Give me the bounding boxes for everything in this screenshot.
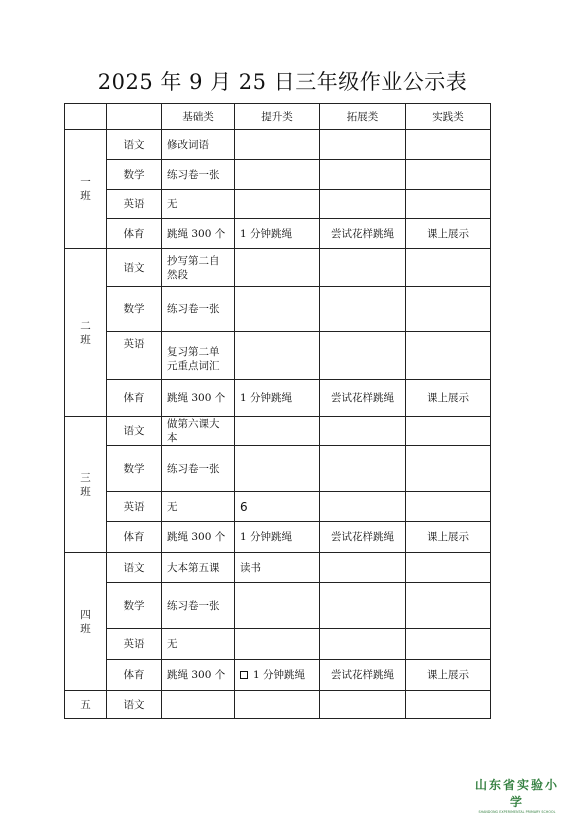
checkbox-icon	[240, 671, 248, 679]
basic-cell: 练习卷一张	[162, 287, 235, 332]
extend-cell	[320, 583, 406, 629]
improve-cell: 1 分钟跳绳	[235, 380, 320, 417]
practice-cell	[406, 287, 491, 332]
table-row	[65, 190, 491, 219]
extend-cell: 尝试花样跳绳	[320, 660, 406, 691]
improve-cell: 1 分钟跳绳	[235, 522, 320, 553]
extend-cell	[320, 249, 406, 287]
practice-cell: 课上展示	[406, 522, 491, 553]
practice-cell	[406, 629, 491, 660]
extend-cell	[320, 446, 406, 492]
table-row	[65, 380, 491, 417]
basic-cell: 跳绳 300 个	[162, 660, 235, 691]
table-header-row	[65, 104, 491, 130]
table-row	[65, 446, 491, 492]
header-basic: 基础类	[162, 104, 235, 130]
practice-cell: 课上展示	[406, 219, 491, 249]
basic-cell: 复习第二单元重点词汇	[162, 332, 235, 380]
basic-cell: 跳绳 300 个	[162, 219, 235, 249]
improve-cell	[235, 160, 320, 190]
improve-cell	[235, 660, 320, 691]
practice-cell	[406, 446, 491, 492]
basic-cell: 无	[162, 492, 235, 522]
extend-cell	[320, 160, 406, 190]
school-name-cn: 山东省实验小学	[474, 778, 559, 809]
table-row	[65, 287, 491, 332]
extend-cell	[320, 130, 406, 160]
practice-cell	[406, 249, 491, 287]
extend-cell	[320, 417, 406, 446]
improve-cell	[235, 130, 320, 160]
extend-cell	[320, 190, 406, 219]
class-label: 二 班	[65, 249, 107, 417]
subject-cell: 体育	[107, 660, 162, 691]
extend-cell: 尝试花样跳绳	[320, 219, 406, 249]
improve-cell: 1 分钟跳绳	[235, 219, 320, 249]
practice-cell: 课上展示	[406, 660, 491, 691]
table-row	[65, 522, 491, 553]
improve-text: 1 分钟跳绳	[253, 669, 306, 681]
table-row	[65, 130, 491, 160]
homework-table	[64, 103, 491, 719]
basic-cell: 抄写第二自然段	[162, 249, 235, 287]
improve-cell	[235, 629, 320, 660]
improve-cell	[235, 446, 320, 492]
header-improve: 提升类	[235, 104, 320, 130]
improve-cell	[235, 417, 320, 446]
class-label: 三 班	[65, 417, 107, 553]
practice-cell	[406, 160, 491, 190]
subject-cell: 体育	[107, 380, 162, 417]
improve-cell	[235, 287, 320, 332]
subject-cell: 语文	[107, 130, 162, 160]
practice-cell	[406, 492, 491, 522]
improve-cell: 读书	[235, 553, 320, 583]
basic-cell: 大本第五课	[162, 553, 235, 583]
basic-cell: 无	[162, 629, 235, 660]
practice-cell	[406, 691, 491, 719]
subject-cell: 数学	[107, 446, 162, 492]
basic-cell: 练习卷一张	[162, 446, 235, 492]
class-label: 一 班	[65, 130, 107, 249]
improve-cell: 6	[235, 492, 320, 522]
practice-cell: 课上展示	[406, 380, 491, 417]
table-row	[65, 629, 491, 660]
improve-cell	[235, 691, 320, 719]
table-row	[65, 417, 491, 446]
school-name-en: SHANDONG EXPERIMENTAL PRIMARY SCHOOL	[478, 810, 556, 814]
subject-cell: 语文	[107, 249, 162, 287]
basic-cell: 跳绳 300 个	[162, 522, 235, 553]
improve-cell	[235, 190, 320, 219]
extend-cell: 尝试花样跳绳	[320, 380, 406, 417]
page-title: 2025 年 9 月 25 日三年级作业公示表	[97, 70, 468, 94]
table-row	[65, 660, 491, 691]
basic-cell: 跳绳 300 个	[162, 380, 235, 417]
header-practice: 实践类	[406, 104, 491, 130]
practice-cell	[406, 130, 491, 160]
subject-cell: 数学	[107, 160, 162, 190]
subject-cell: 语文	[107, 417, 162, 446]
extend-cell	[320, 287, 406, 332]
subject-cell: 英语	[107, 332, 162, 380]
subject-cell: 英语	[107, 492, 162, 522]
basic-cell: 做第六课大本	[162, 417, 235, 446]
extend-cell	[320, 629, 406, 660]
extend-cell	[320, 553, 406, 583]
subject-cell: 体育	[107, 219, 162, 249]
header-subject	[107, 104, 162, 130]
practice-cell	[406, 332, 491, 380]
subject-cell: 数学	[107, 583, 162, 629]
table-row	[65, 332, 491, 380]
improve-cell	[235, 583, 320, 629]
subject-cell: 语文	[107, 553, 162, 583]
basic-cell: 练习卷一张	[162, 583, 235, 629]
subject-cell: 英语	[107, 190, 162, 219]
subject-cell: 数学	[107, 287, 162, 332]
table-row	[65, 553, 491, 583]
practice-cell	[406, 417, 491, 446]
basic-cell: 修改词语	[162, 130, 235, 160]
subject-cell: 语文	[107, 691, 162, 719]
practice-cell	[406, 190, 491, 219]
class-label: 五	[65, 691, 107, 719]
improve-cell	[235, 332, 320, 380]
extend-cell	[320, 332, 406, 380]
table-row	[65, 583, 491, 629]
subject-cell: 体育	[107, 522, 162, 553]
table-row	[65, 691, 491, 719]
school-logo	[472, 776, 562, 814]
practice-cell	[406, 583, 491, 629]
extend-cell	[320, 691, 406, 719]
table-row	[65, 249, 491, 287]
header-extend: 拓展类	[320, 104, 406, 130]
table-row	[65, 492, 491, 522]
table-row	[65, 160, 491, 190]
extend-cell: 尝试花样跳绳	[320, 522, 406, 553]
basic-cell	[162, 691, 235, 719]
subject-cell: 英语	[107, 629, 162, 660]
improve-cell	[235, 249, 320, 287]
practice-cell	[406, 553, 491, 583]
table-row	[65, 219, 491, 249]
basic-cell: 无	[162, 190, 235, 219]
class-label: 四 班	[65, 553, 107, 691]
basic-cell: 练习卷一张	[162, 160, 235, 190]
header-corner	[65, 104, 107, 130]
extend-cell	[320, 492, 406, 522]
